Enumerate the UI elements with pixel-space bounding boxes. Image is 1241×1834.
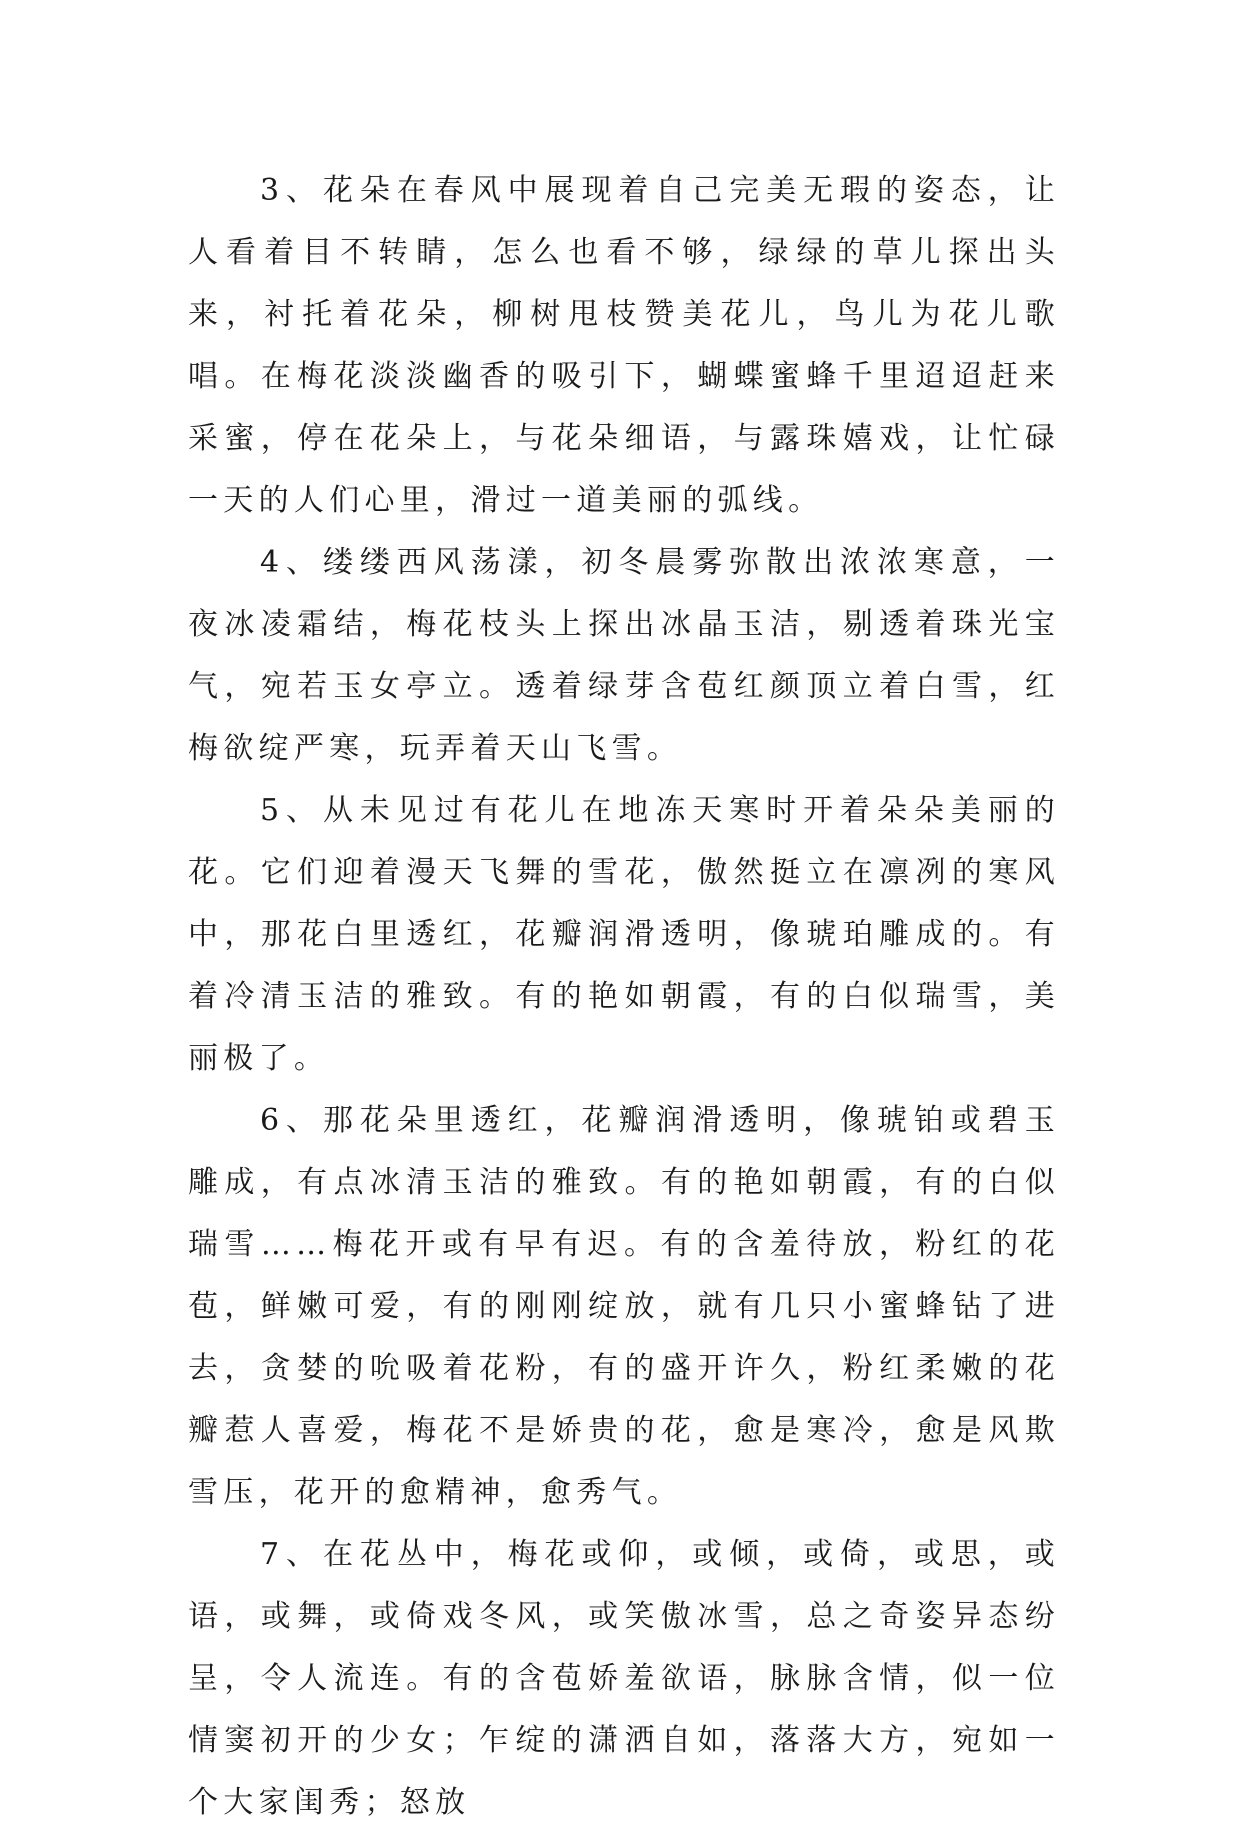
- paragraph-6: 6、那花朵里透红，花瓣润滑透明，像琥铂或碧玉雕成，有点冰清玉洁的雅致。有的艳如朝霞，有的白似瑞雪……梅花开或有早有迟。有的含羞待放，粉红的花苞，鲜嫩可爱，有的刚刚绽放，就有几只小蜜蜂钻了进去，贪婪的吮吸着花粉，有的盛开许久，粉红柔嫩的花瓣惹人喜爱，梅花不是娇贵的花，愈是寒冷，愈是风欺雪压，花开的愈精神，愈秀气。: [188, 1103, 1060, 1510]
- paragraph-3: 3、花朵在春风中展现着自己完美无瑕的姿态，让人看着目不转睛，怎么也看不够，绿绿的草儿探出头来，衬托着花朵，柳树甩枝赞美花儿，鸟儿为花儿歌唱。在梅花淡淡幽香的吸引下，蝴蝶蜜蜂千里迢迢赶来采蜜，停在花朵上，与花朵细语，与露珠嬉戏，让忙碌一天的人们心里，滑过一道美丽的弧线。: [188, 173, 1060, 518]
- paragraph-4: 4、缕缕西风荡漾，初冬晨雾弥散出浓浓寒意，一夜冰凌霜结，梅花枝头上探出冰晶玉洁，剔透着珠光宝气，宛若玉女亭立。透着绿芽含苞红颜顶立着白雪，红梅欲绽严寒，玩弄着天山飞雪。: [188, 545, 1060, 766]
- paragraph-5: 5、从未见过有花儿在地冻天寒时开着朵朵美丽的花。它们迎着漫天飞舞的雪花，傲然挺立在凛冽的寒风中，那花白里透红，花瓣润滑透明，像琥珀雕成的。有着冷清玉洁的雅致。有的艳如朝霞，有的白似瑞雪，美丽极了。: [188, 793, 1060, 1076]
- document-body: [188, 160, 1060, 1834]
- paragraph-7: 7、在花丛中，梅花或仰，或倾，或倚，或思，或语，或舞，或倚戏冬风，或笑傲冰雪，总之奇姿异态纷呈，令人流连。有的含苞娇羞欲语，脉脉含情，似一位情窦初开的少女；乍绽的潇洒自如，落落大方，宛如一个大家闺秀；怒放: [188, 1537, 1060, 1820]
